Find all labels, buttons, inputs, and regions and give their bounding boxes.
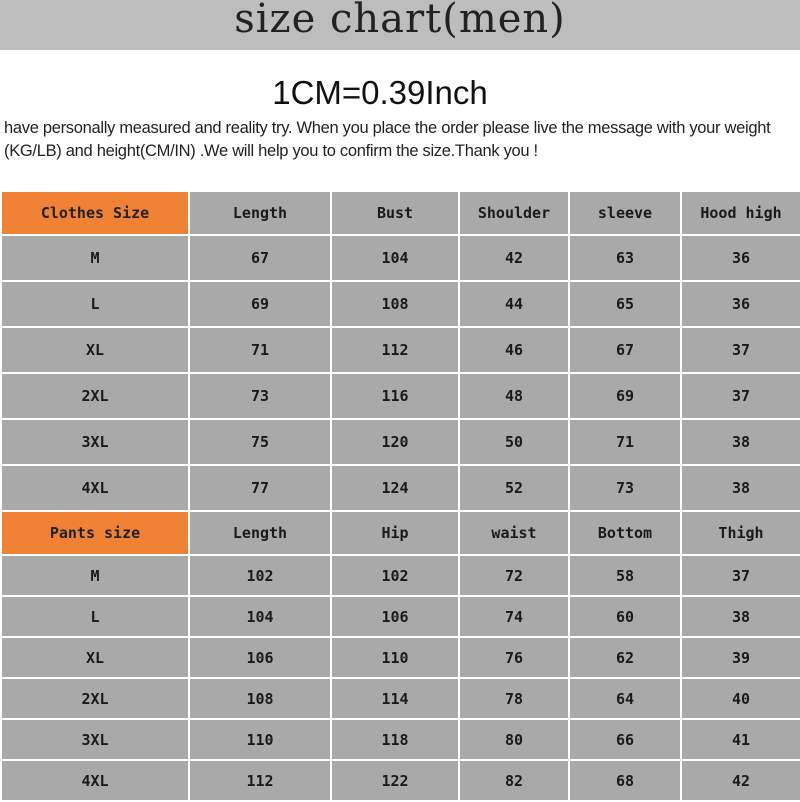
pants-table-row xyxy=(1,637,800,678)
clothes-value-cell: 71 xyxy=(569,419,681,465)
pants-column-header: Thigh xyxy=(681,511,800,555)
pants-value-cell: 122 xyxy=(331,760,459,801)
pants-value-cell: 37 xyxy=(681,555,800,596)
clothes-value-cell: 120 xyxy=(331,419,459,465)
clothes-table-row xyxy=(1,465,800,511)
pants-value-cell: 78 xyxy=(459,678,569,719)
clothes-column-header: Hood high xyxy=(681,191,800,235)
clothes-size-cell: XL xyxy=(1,327,189,373)
pants-table-row xyxy=(1,555,800,596)
pants-size-cell: L xyxy=(1,596,189,637)
pants-table-row xyxy=(1,760,800,801)
unit-conversion: 1CM=0.39Inch xyxy=(272,74,488,111)
pants-value-cell: 64 xyxy=(569,678,681,719)
pants-value-cell: 68 xyxy=(569,760,681,801)
clothes-value-cell: 104 xyxy=(331,235,459,281)
clothes-column-header: Bust xyxy=(331,191,459,235)
clothes-table-row xyxy=(1,327,800,373)
pants-value-cell: 76 xyxy=(459,637,569,678)
clothes-size-cell: 4XL xyxy=(1,465,189,511)
clothes-column-header: Shoulder xyxy=(459,191,569,235)
pants-value-cell: 74 xyxy=(459,596,569,637)
clothes-value-cell: 73 xyxy=(569,465,681,511)
pants-header-row xyxy=(1,511,800,555)
clothes-value-cell: 42 xyxy=(459,235,569,281)
pants-column-header: waist xyxy=(459,511,569,555)
pants-value-cell: 62 xyxy=(569,637,681,678)
pants-value-cell: 66 xyxy=(569,719,681,760)
pants-value-cell: 38 xyxy=(681,596,800,637)
pants-size-cell: XL xyxy=(1,637,189,678)
clothes-table-row xyxy=(1,373,800,419)
pants-size-cell: 2XL xyxy=(1,678,189,719)
clothes-size-cell: M xyxy=(1,235,189,281)
clothes-value-cell: 52 xyxy=(459,465,569,511)
clothes-size-cell: 2XL xyxy=(1,373,189,419)
size-table xyxy=(0,190,800,802)
pants-value-cell: 102 xyxy=(189,555,331,596)
pants-table-row xyxy=(1,678,800,719)
pants-size-cell: 3XL xyxy=(1,719,189,760)
clothes-value-cell: 38 xyxy=(681,419,800,465)
clothes-size-header: Clothes Size xyxy=(1,191,189,235)
clothes-value-cell: 67 xyxy=(189,235,331,281)
clothes-value-cell: 69 xyxy=(569,373,681,419)
pants-size-cell: 4XL xyxy=(1,760,189,801)
clothes-value-cell: 67 xyxy=(569,327,681,373)
pants-value-cell: 41 xyxy=(681,719,800,760)
pants-value-cell: 106 xyxy=(189,637,331,678)
pants-column-header: Hip xyxy=(331,511,459,555)
pants-value-cell: 42 xyxy=(681,760,800,801)
pants-section xyxy=(1,511,800,801)
pants-column-header: Bottom xyxy=(569,511,681,555)
clothes-value-cell: 69 xyxy=(189,281,331,327)
clothes-value-cell: 124 xyxy=(331,465,459,511)
pants-value-cell: 106 xyxy=(331,596,459,637)
pants-size-cell: M xyxy=(1,555,189,596)
clothes-column-header: sleeve xyxy=(569,191,681,235)
clothes-column-header: Length xyxy=(189,191,331,235)
clothes-value-cell: 37 xyxy=(681,373,800,419)
pants-value-cell: 80 xyxy=(459,719,569,760)
pants-value-cell: 114 xyxy=(331,678,459,719)
clothes-size-cell: L xyxy=(1,281,189,327)
clothes-value-cell: 108 xyxy=(331,281,459,327)
clothes-value-cell: 44 xyxy=(459,281,569,327)
pants-value-cell: 104 xyxy=(189,596,331,637)
clothes-value-cell: 71 xyxy=(189,327,331,373)
pants-value-cell: 108 xyxy=(189,678,331,719)
pants-value-cell: 72 xyxy=(459,555,569,596)
pants-column-header: Length xyxy=(189,511,331,555)
clothes-size-cell: 3XL xyxy=(1,419,189,465)
clothes-value-cell: 36 xyxy=(681,281,800,327)
pants-value-cell: 110 xyxy=(331,637,459,678)
clothes-value-cell: 73 xyxy=(189,373,331,419)
clothes-table-row xyxy=(1,419,800,465)
clothes-value-cell: 48 xyxy=(459,373,569,419)
pants-value-cell: 112 xyxy=(189,760,331,801)
pants-value-cell: 110 xyxy=(189,719,331,760)
clothes-value-cell: 38 xyxy=(681,465,800,511)
clothes-value-cell: 37 xyxy=(681,327,800,373)
clothes-header-row xyxy=(1,191,800,235)
clothes-table-row xyxy=(1,281,800,327)
pants-value-cell: 58 xyxy=(569,555,681,596)
clothes-value-cell: 46 xyxy=(459,327,569,373)
clothes-section xyxy=(1,191,800,511)
pants-value-cell: 40 xyxy=(681,678,800,719)
pants-value-cell: 118 xyxy=(331,719,459,760)
pants-table-row xyxy=(1,596,800,637)
title-bar xyxy=(0,0,800,50)
clothes-value-cell: 63 xyxy=(569,235,681,281)
pants-value-cell: 60 xyxy=(569,596,681,637)
clothes-value-cell: 112 xyxy=(331,327,459,373)
pants-value-cell: 102 xyxy=(331,555,459,596)
clothes-value-cell: 116 xyxy=(331,373,459,419)
pants-value-cell: 39 xyxy=(681,637,800,678)
pants-table-row xyxy=(1,719,800,760)
clothes-value-cell: 65 xyxy=(569,281,681,327)
clothes-value-cell: 50 xyxy=(459,419,569,465)
clothes-value-cell: 36 xyxy=(681,235,800,281)
page-title: size chart(men) xyxy=(234,0,566,42)
clothes-value-cell: 75 xyxy=(189,419,331,465)
order-message: have personally measured and reality try. When you place the order please live the message with your weight (KG/LB) and height(CM/IN) .We will help you to confirm the size.Thank you ! xyxy=(4,119,771,160)
pants-size-header: Pants size xyxy=(1,511,189,555)
pants-value-cell: 82 xyxy=(459,760,569,801)
clothes-table-row xyxy=(1,235,800,281)
clothes-value-cell: 77 xyxy=(189,465,331,511)
